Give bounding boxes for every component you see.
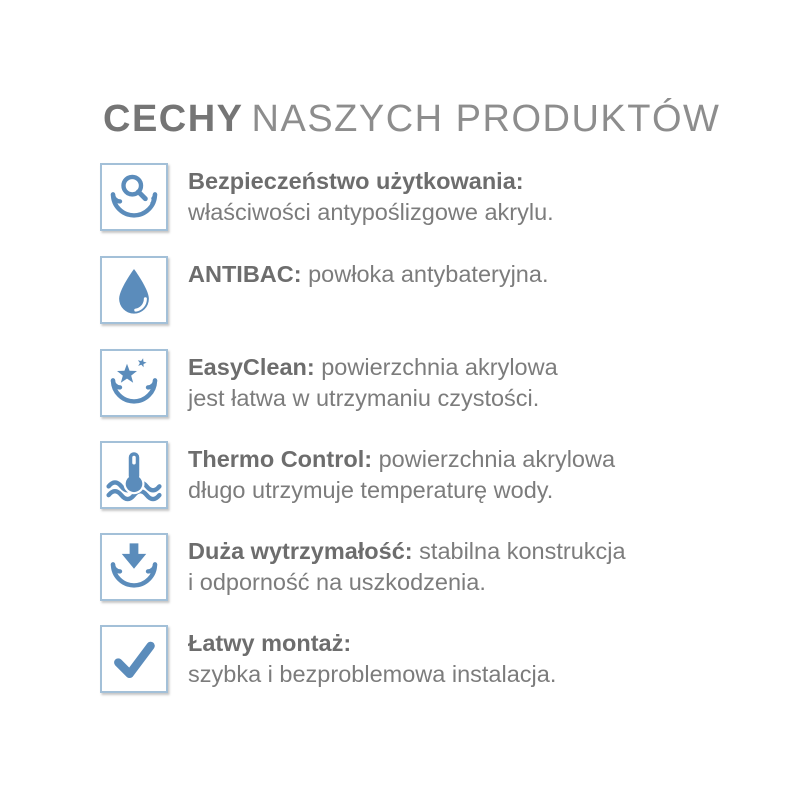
water-drop-icon — [106, 262, 162, 318]
feature-label: Łatwy montaż: — [188, 630, 352, 656]
feature-label: ANTIBAC: — [188, 261, 302, 287]
feature-text — [188, 163, 678, 228]
feature-desc-line1: powierzchnia akrylowa — [321, 354, 558, 380]
arrow-down-bathtub-icon — [106, 539, 162, 595]
feature-desc-line2: i odporność na uszkodzenia. — [188, 569, 486, 595]
feature-desc-line2: właściwości antypoślizgowe akrylu. — [188, 199, 554, 225]
icon-box — [100, 256, 168, 324]
icon-box — [100, 163, 168, 231]
feature-text — [188, 349, 678, 414]
icon-box — [100, 533, 168, 601]
feature-label: Duża wytrzymałość: — [188, 538, 413, 564]
feature-desc-line2: jest łatwa w utrzymaniu czystości. — [188, 385, 540, 411]
feature-label: EasyClean: — [188, 354, 315, 380]
feature-text — [188, 533, 678, 598]
page-title-rest: NASZYCH PRODUKTÓW — [251, 98, 721, 140]
icon-box — [100, 349, 168, 417]
feature-item-easyclean — [100, 349, 678, 417]
magnifier-bathtub-icon — [106, 169, 162, 225]
thermometer-waves-icon — [106, 447, 162, 503]
feature-text — [188, 256, 678, 290]
feature-desc-line2: długo utrzymuje temperaturę wody. — [188, 477, 554, 503]
page-title — [103, 97, 720, 141]
checkmark-icon — [106, 631, 162, 687]
feature-text — [188, 441, 678, 506]
page-title-emphasis: CECHY — [103, 98, 244, 140]
feature-desc-line1: powłoka antybateryjna. — [308, 261, 549, 287]
feature-item-easy-install — [100, 625, 678, 693]
icon-box — [100, 625, 168, 693]
feature-text — [188, 625, 678, 690]
feature-desc-line2: szybka i bezproblemowa instalacja. — [188, 661, 557, 687]
feature-label: Thermo Control: — [188, 446, 373, 472]
star-bathtub-icon — [106, 355, 162, 411]
feature-label: Bezpieczeństwo użytkowania: — [188, 168, 524, 194]
feature-desc-line1: powierzchnia akrylowa — [378, 446, 616, 472]
feature-item-durability — [100, 533, 678, 601]
feature-desc-line1: stabilna konstrukcja — [419, 538, 626, 564]
feature-item-thermo-control — [100, 441, 678, 509]
feature-item-antibac — [100, 256, 678, 324]
feature-item-safety — [100, 163, 678, 231]
icon-box — [100, 441, 168, 509]
